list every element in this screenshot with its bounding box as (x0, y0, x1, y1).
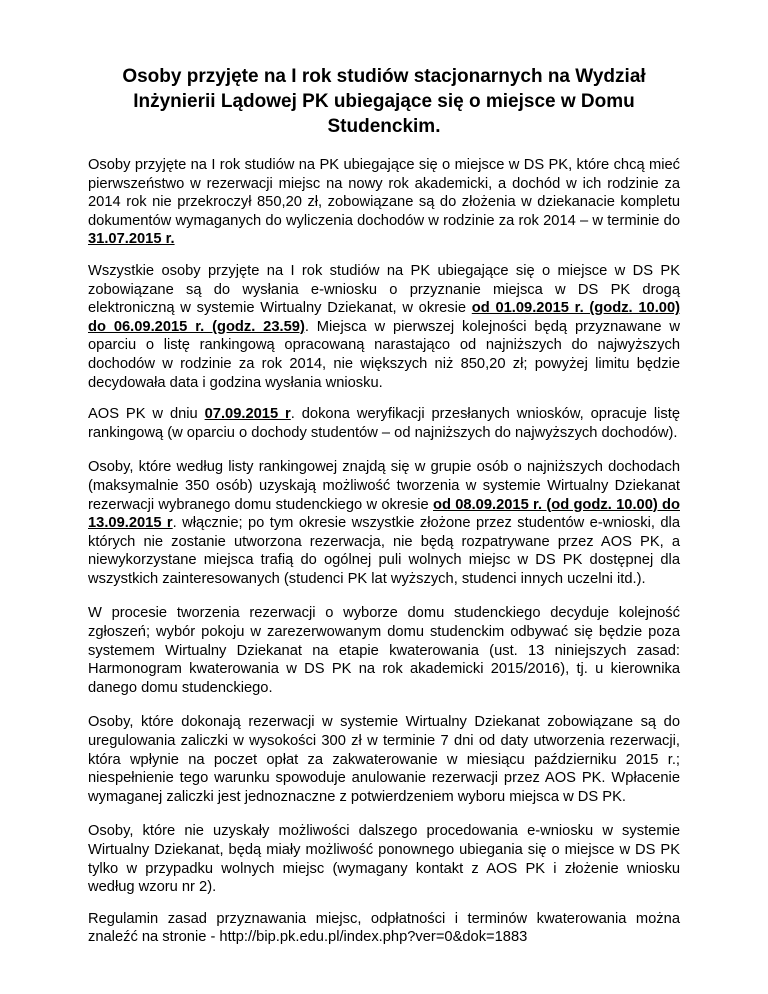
verification-date: 07.09.2015 r (204, 406, 291, 423)
paragraph-priority-reservation (88, 156, 680, 249)
paragraph-no-further-processing: Osoby, które nie uzyskały możliwości dalszego procedowania e-wniosku w systemie Wirtualny Dziekanat, będą miały możliwość ponownego ubiegania się o miejsce w DS PK tylko w przypadku wolnych miejsc (wymagany kontakt z AOS PK i złożenie wniosku według wzoru nr 2). (88, 823, 680, 896)
paragraph-text: AOS PK w dniu (88, 406, 205, 423)
paragraph-text: Osoby przyjęte na I rok studiów na PK ubiegające się o miejsce w DS PK, które chcą mieć pierwszeństwo w rezerwacji miejsc na nowy rok akademicki, a dochód w ich rodzinie za 2014 rok nie przekroczył 850,20 zł, zobowiązane są do złożenia w dziekanacie kompletu dokumentów wymaganych do wyliczenia dochodów w rodzinie za rok 2014 – w terminie do (88, 157, 680, 229)
paragraph-ranking-list (88, 405, 680, 442)
paragraph-text: Wszystkie osoby przyjęte na I rok studiów na PK ubiegające się o miejsce w DS PK zobowiązane są do wysłania e-wniosku o przyznanie miejsca w DS PK drogą elektroniczną w systemie Wirtualny Dziekanat, w okresie (88, 262, 680, 317)
application-period: od 01.09.2015 r. (godz. 10.00) do 06.09.2015 r. (godz. 23.59) (88, 300, 680, 335)
paragraph-regulations-link: Regulamin zasad przyznawania miejsc, odpłatności i terminów kwaterowania można znaleźć na stronie - http://bip.pk.edu.pl/index.php?ver=0&dok=1883 (88, 910, 680, 946)
paragraph-text: . Miejsca w pierwszej kolejności będą przyznawane w oparciu o listę rankingową opracowaną narastająco od najniższych do najwyższych dochodów w rodzinie za rok 2014, nie większych niż 850,20 zł; powyżej limitu będzie decydowała data i godzina wysłania wniosku. (88, 318, 681, 391)
deadline-date: 31.07.2015 r. (88, 231, 175, 248)
document-page (88, 64, 680, 960)
reservation-period: od 08.09.2015 r. (od godz. 10.00) do 13.09.2015 r (88, 496, 680, 532)
paragraph-text: Osoby, które według listy rankingowej znajdą się w grupie osób o najniższych dochodach (maksymalnie 350 osób) uzyskają możliwość tworzenia w systemie Wirtualny Dziekanat rezerwacji wybranego domu studenckiego w okresie (88, 459, 680, 513)
paragraph-text: . dokona weryfikacji przesłanych wniosków, opracuje listę rankingową (w oparciu o dochody studentów – od najniższych do najwyższych dochodów). (88, 406, 680, 441)
paragraph-advance-payment: Osoby, które dokonają rezerwacji w systemie Wirtualny Dziekanat zobowiązane są do uregulowania zaliczki w wysokości 300 zł w terminie 7 dni od daty utworzenia rezerwacji, która wpłynie na poczet opłat za zakwaterowanie w miesiącu październiku 2015 r.; niespełnienie tego warunku spowoduje anulowanie rezerwacji przez AOS PK. Wpłacenie wymaganej zaliczki jest jednoznaczne z potwierdzeniem wyboru miejsca w DS PK. (88, 714, 680, 805)
paragraph-room-selection: W procesie tworzenia rezerwacji o wyborze domu studenckiego decyduje kolejność zgłoszeń; wybór pokoju w zarezerwowanym domu studenckim odbywać się będzie poza systemem Wirtualny Dziekanat na etapie kwaterowania (ust. 13 niniejszych zasad: Harmonogram kwaterowania w DS PK na rok akademicki 2015/2016), tj. u kierownika danego domu studenckiego. (88, 605, 680, 696)
paragraph-text: . włącznie; po tym okresie wszystkie złożone przez studentów e-wnioski, dla których nie zostanie utworzona rezerwacja, nie będą rozpatrywane przez AOS PK, a niewykorzystane miejsca trafią do ogólnej puli wolnych miejsc w DS PK dostępnej dla wszystkich zainteresowanych (studenci PK lat wyższych, studenci innych uczelni itd.). (88, 515, 680, 587)
paragraph-reservation-period (88, 458, 680, 588)
document-title: Osoby przyjęte na I rok studiów stacjonarnych na Wydział Inżynierii Lądowej PK ubiegające się o miejsce w Domu Studenckim. (122, 66, 646, 137)
paragraph-e-application (88, 262, 680, 392)
